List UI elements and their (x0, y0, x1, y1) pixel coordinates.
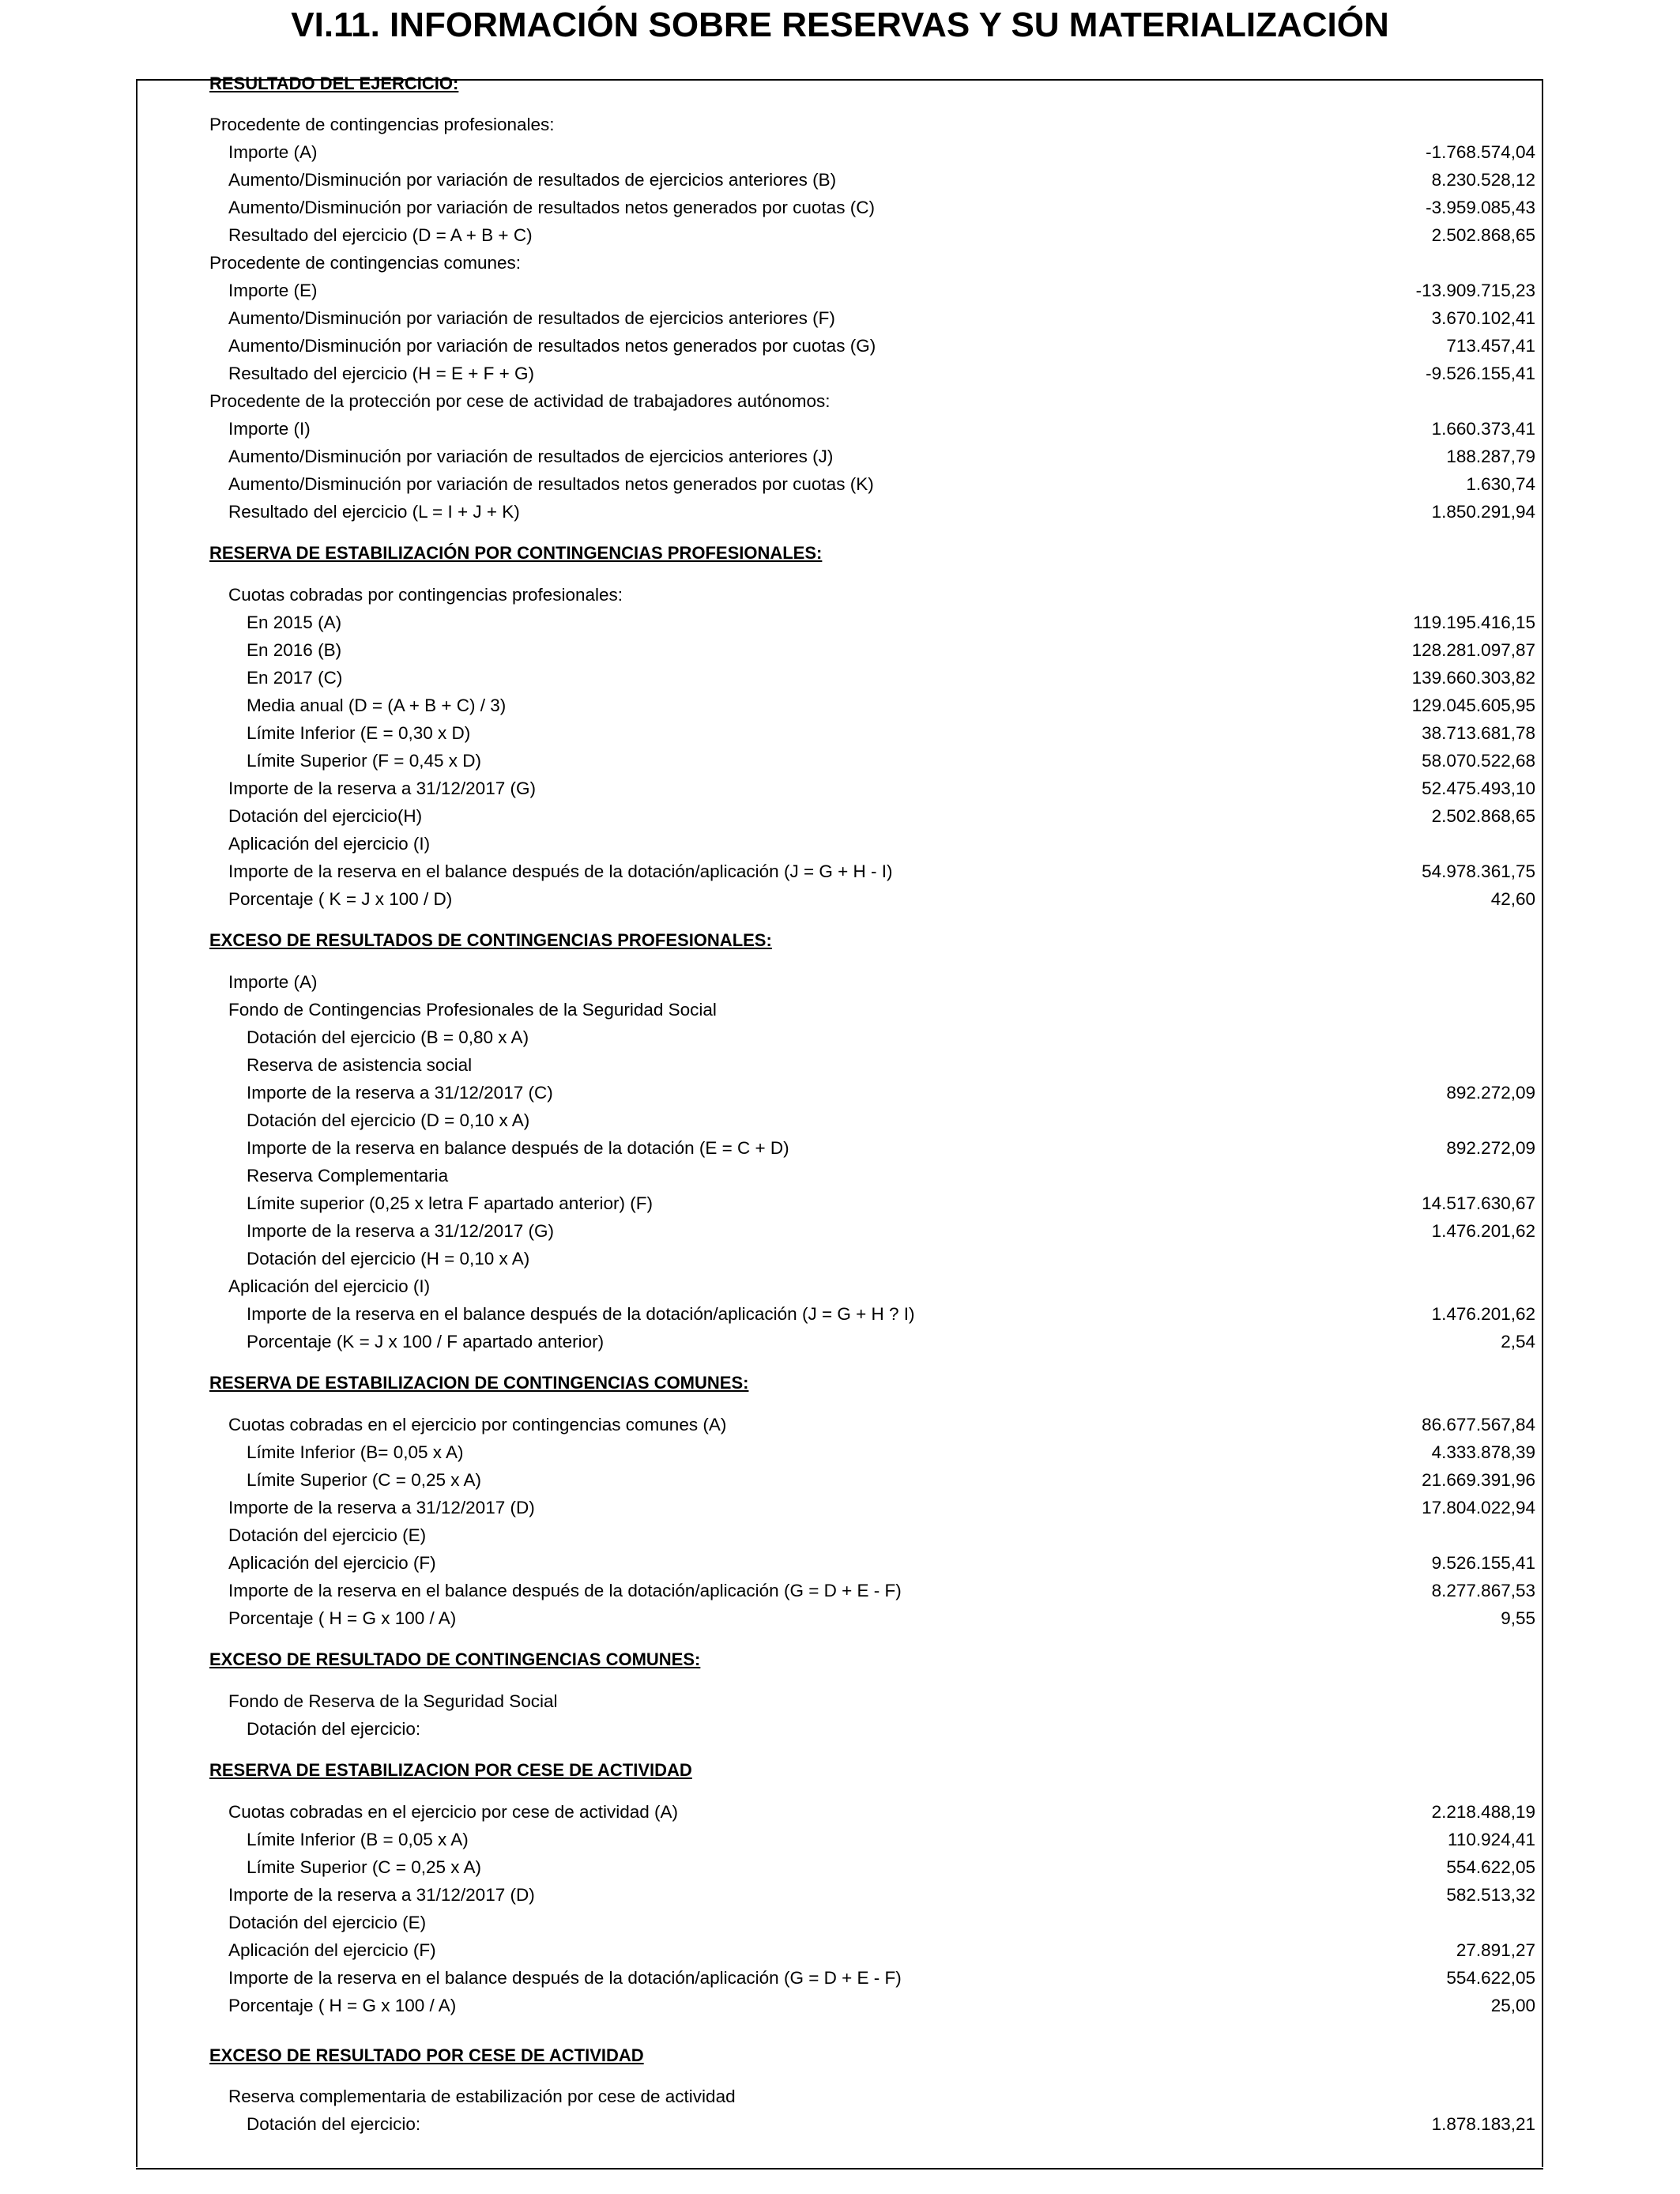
report-line (0, 858, 1680, 885)
report-line (0, 1189, 1680, 1217)
report-line (0, 249, 1680, 277)
line-label: Dotación del ejercicio: (247, 2114, 421, 2134)
report-line (0, 415, 1680, 443)
line-label: Dotación del ejercicio (H = 0,10 x A) (247, 1249, 530, 1269)
report-line (0, 1798, 1680, 1826)
line-label: En 2015 (A) (247, 613, 342, 632)
line-value: 1.476.201,62 (1431, 1221, 1535, 1241)
line-label: Importe de la reserva en el balance después de la dotación/aplicación (J = G + H - I) (228, 861, 893, 881)
report-line (0, 830, 1680, 858)
line-value: 52.475.493,10 (1422, 778, 1535, 798)
line-label: Reserva complementaria de estabilización por cese de actividad (228, 2087, 736, 2106)
report-line (0, 1466, 1680, 1494)
line-label: Fondo de Reserva de la Seguridad Social (228, 1691, 558, 1711)
line-value: 17.804.022,94 (1422, 1498, 1535, 1517)
line-label: Importe (A) (228, 142, 318, 162)
line-value: 110.924,41 (1448, 1830, 1535, 1849)
line-value: -3.959.085,43 (1426, 198, 1535, 217)
line-value: 8.230.528,12 (1431, 170, 1535, 190)
line-label: Porcentaje ( H = G x 100 / A) (228, 1996, 457, 2015)
line-value: 713.457,41 (1446, 336, 1535, 356)
line-value: 892.272,09 (1446, 1138, 1535, 1158)
line-label: Media anual (D = (A + B + C) / 3) (247, 696, 507, 715)
line-value: 582.513,32 (1446, 1885, 1535, 1905)
line-label: Aplicación del ejercicio (I) (228, 834, 431, 854)
line-value: 9,55 (1501, 1608, 1535, 1628)
line-label: Cuotas cobradas por contingencias profesionales: (228, 585, 623, 605)
report-line (0, 1936, 1680, 1964)
line-label: Límite Inferior (B= 0,05 x A) (247, 1442, 464, 1462)
line-value: 139.660.303,82 (1411, 668, 1535, 688)
report-line (0, 1577, 1680, 1604)
line-label: Límite Superior (C = 0,25 x A) (247, 1857, 482, 1877)
report-line (0, 1245, 1680, 1272)
line-label: Dotación del ejercicio (E) (228, 1525, 427, 1545)
report-line (0, 609, 1680, 636)
report-line (0, 719, 1680, 747)
line-value: 188.287,79 (1446, 447, 1535, 466)
report-line (0, 1051, 1680, 1079)
line-label: Dotación del ejercicio: (247, 1719, 421, 1739)
line-label: Aumento/Disminución por variación de resultados de ejercicios anteriores (J) (228, 447, 834, 466)
line-label: Importe (E) (228, 281, 318, 300)
line-label: Importe de la reserva a 31/12/2017 (G) (247, 1221, 554, 1241)
line-label: Cuotas cobradas en el ejercicio por contingencias comunes (A) (228, 1415, 727, 1434)
report-line (0, 2083, 1680, 2110)
line-value: -1.768.574,04 (1426, 142, 1535, 162)
report-line (0, 1079, 1680, 1106)
report-line (0, 996, 1680, 1023)
line-value: 9.526.155,41 (1431, 1553, 1535, 1573)
line-label: Porcentaje (K = J x 100 / F apartado anterior) (247, 1332, 605, 1351)
line-value: 21.669.391,96 (1422, 1470, 1535, 1490)
line-value: 554.622,05 (1446, 1857, 1535, 1877)
report-line (0, 1300, 1680, 1328)
line-value: 554.622,05 (1446, 1968, 1535, 1988)
line-label: Reserva de asistencia social (247, 1055, 473, 1075)
line-label: En 2016 (B) (247, 640, 342, 660)
report-line (0, 1687, 1680, 1715)
line-label: Porcentaje ( K = J x 100 / D) (228, 889, 453, 909)
line-label: Límite Inferior (E = 0,30 x D) (247, 723, 471, 743)
line-value: 128.281.097,87 (1411, 640, 1535, 660)
line-label: Procedente de contingencias profesionales: (209, 115, 555, 134)
line-label: Importe de la reserva a 31/12/2017 (D) (228, 1885, 535, 1905)
line-label: Importe de la reserva a 31/12/2017 (G) (228, 778, 536, 798)
report-line (0, 1992, 1680, 2019)
report-line (0, 111, 1680, 138)
line-value: -9.526.155,41 (1426, 364, 1535, 383)
line-label: Importe (A) (228, 972, 318, 992)
report-line (0, 968, 1680, 996)
report-line (0, 470, 1680, 498)
line-label: Dotación del ejercicio (D = 0,10 x A) (247, 1110, 530, 1130)
report-line (0, 581, 1680, 609)
line-label: Importe de la reserva en balance después de la dotación (E = C + D) (247, 1138, 789, 1158)
section-heading (0, 2041, 1680, 2069)
line-value: 1.630,74 (1466, 474, 1535, 494)
line-label: Importe de la reserva en el balance después de la dotación/aplicación (J = G + H ? I) (247, 1304, 915, 1324)
line-label: Importe de la reserva en el balance después de la dotación/aplicación (G = D + E - F) (228, 1581, 902, 1600)
section-heading-label: RESERVA DE ESTABILIZACION DE CONTINGENCIAS COMUNES: (209, 1373, 749, 1393)
line-label: Cuotas cobradas en el ejercicio por cese de actividad (A) (228, 1802, 679, 1822)
line-label: Dotación del ejercicio(H) (228, 806, 423, 826)
report-line (0, 1549, 1680, 1577)
line-label: Procedente de la protección por cese de actividad de trabajadores autónomos: (209, 391, 831, 411)
report-line (0, 277, 1680, 304)
line-value: 1.660.373,41 (1431, 419, 1535, 439)
line-label: Aplicación del ejercicio (I) (228, 1276, 431, 1296)
section-heading (0, 1756, 1680, 1784)
line-label: Importe de la reserva a 31/12/2017 (C) (247, 1083, 553, 1103)
line-value: -13.909.715,23 (1415, 281, 1535, 300)
report-line (0, 221, 1680, 249)
section-heading-label: EXCESO DE RESULTADO POR CESE DE ACTIVIDAD (209, 2045, 644, 2065)
line-label: En 2017 (C) (247, 668, 343, 688)
report-line (0, 1134, 1680, 1162)
line-label: Dotación del ejercicio (E) (228, 1913, 427, 1932)
line-label: Aumento/Disminución por variación de resultados netos generados por cuotas (C) (228, 198, 875, 217)
section-heading-label: RESERVA DE ESTABILIZACIÓN POR CONTINGENCIAS PROFESIONALES: (209, 543, 823, 563)
line-label: Importe (I) (228, 419, 311, 439)
line-label: Reserva Complementaria (247, 1166, 449, 1186)
line-value: 27.891,27 (1456, 1940, 1535, 1960)
report-line (0, 1494, 1680, 1521)
report-line (0, 775, 1680, 802)
line-value: 2.502.868,65 (1431, 806, 1535, 826)
report-line (0, 1604, 1680, 1632)
line-label: Importe de la reserva en el balance después de la dotación/aplicación (G = D + E - F) (228, 1968, 902, 1988)
line-value: 1.878.183,21 (1431, 2114, 1535, 2134)
line-value: 3.670.102,41 (1431, 308, 1535, 328)
report-line (0, 304, 1680, 332)
line-value: 25,00 (1490, 1996, 1535, 2015)
section-heading (0, 539, 1680, 567)
line-value: 8.277.867,53 (1431, 1581, 1535, 1600)
report-line (0, 360, 1680, 387)
section-heading (0, 70, 1680, 97)
report-line (0, 1106, 1680, 1134)
line-label: Aplicación del ejercicio (F) (228, 1553, 436, 1573)
report-line (0, 1715, 1680, 1743)
line-value: 1.850.291,94 (1431, 502, 1535, 522)
report-line (0, 1964, 1680, 1992)
report-line (0, 1826, 1680, 1853)
line-label: Aplicación del ejercicio (F) (228, 1940, 436, 1960)
report-line (0, 1438, 1680, 1466)
report-line (0, 138, 1680, 166)
line-label: Límite superior (0,25 x letra F apartado anterior) (F) (247, 1193, 653, 1213)
report-line (0, 802, 1680, 830)
report-line (0, 387, 1680, 415)
report-line (0, 1411, 1680, 1438)
section-heading (0, 926, 1680, 954)
report-line (0, 747, 1680, 775)
report-line (0, 1853, 1680, 1881)
line-value: 54.978.361,75 (1422, 861, 1535, 881)
line-label: Aumento/Disminución por variación de resultados netos generados por cuotas (G) (228, 336, 876, 356)
report-line (0, 885, 1680, 913)
section-heading (0, 1369, 1680, 1397)
line-label: Resultado del ejercicio (H = E + F + G) (228, 364, 535, 383)
line-label: Límite Inferior (B = 0,05 x A) (247, 1830, 469, 1849)
line-value: 42,60 (1490, 889, 1535, 909)
line-value: 892.272,09 (1446, 1083, 1535, 1103)
report-line (0, 443, 1680, 470)
line-label: Límite Superior (F = 0,45 x D) (247, 751, 481, 771)
line-value: 2,54 (1501, 1332, 1535, 1351)
section-heading (0, 1646, 1680, 1673)
line-label: Aumento/Disminución por variación de resultados de ejercicios anteriores (F) (228, 308, 835, 328)
line-value: 119.195.416,15 (1413, 613, 1535, 632)
line-value: 86.677.567,84 (1422, 1415, 1535, 1434)
report-line (0, 1162, 1680, 1189)
line-value: 4.333.878,39 (1431, 1442, 1535, 1462)
line-value: 2.218.488,19 (1431, 1802, 1535, 1822)
report-line (0, 498, 1680, 526)
line-label: Resultado del ejercicio (D = A + B + C) (228, 225, 533, 245)
line-value: 14.517.630,67 (1422, 1193, 1535, 1213)
report-line (0, 1272, 1680, 1300)
report-line (0, 664, 1680, 692)
line-label: Aumento/Disminución por variación de resultados netos generados por cuotas (K) (228, 474, 874, 494)
report-line (0, 1881, 1680, 1909)
line-value: 58.070.522,68 (1422, 751, 1535, 771)
report-line (0, 1909, 1680, 1936)
report-line (0, 2110, 1680, 2138)
line-label: Fondo de Contingencias Profesionales de la Seguridad Social (228, 1000, 717, 1020)
line-label: Procedente de contingencias comunes: (209, 253, 522, 273)
report-line (0, 1217, 1680, 1245)
line-label: Porcentaje ( H = G x 100 / A) (228, 1608, 457, 1628)
line-label: Resultado del ejercicio (L = I + J + K) (228, 502, 520, 522)
page-title: VI.11. INFORMACIÓN SOBRE RESERVAS Y SU MATERIALIZACIÓN (291, 6, 1389, 44)
report-line (0, 1023, 1680, 1051)
report-line (0, 1328, 1680, 1355)
section-heading-label: RESERVA DE ESTABILIZACION POR CESE DE ACTIVIDAD (209, 1760, 692, 1780)
line-value: 129.045.605,95 (1411, 696, 1535, 715)
section-heading-label: EXCESO DE RESULTADO DE CONTINGENCIAS COMUNES: (209, 1649, 701, 1669)
section-heading-label: RESULTADO DEL EJERCICIO: (209, 74, 459, 93)
line-label: Dotación del ejercicio (B = 0,80 x A) (247, 1027, 529, 1047)
line-label: Aumento/Disminución por variación de resultados de ejercicios anteriores (B) (228, 170, 837, 190)
section-heading-label: EXCESO DE RESULTADOS DE CONTINGENCIAS PROFESIONALES: (209, 930, 772, 950)
report-line (0, 166, 1680, 194)
line-label: Límite Superior (C = 0,25 x A) (247, 1470, 482, 1490)
report-line (0, 194, 1680, 221)
report-line (0, 692, 1680, 719)
report-line (0, 332, 1680, 360)
report-line (0, 1521, 1680, 1549)
line-value: 2.502.868,65 (1431, 225, 1535, 245)
line-value: 1.476.201,62 (1431, 1304, 1535, 1324)
report-line (0, 636, 1680, 664)
line-label: Importe de la reserva a 31/12/2017 (D) (228, 1498, 535, 1517)
line-value: 38.713.681,78 (1422, 723, 1535, 743)
